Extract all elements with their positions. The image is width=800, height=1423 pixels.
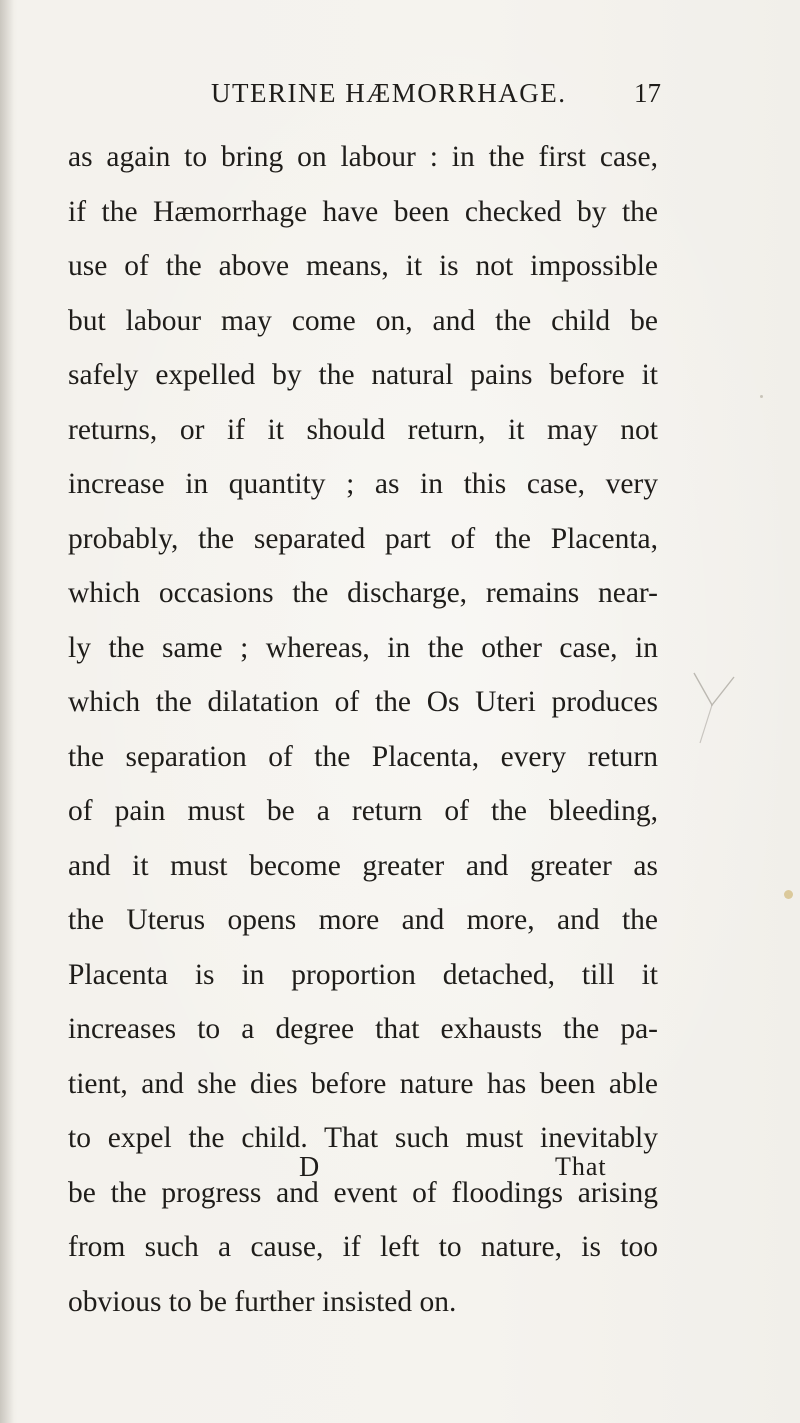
page-number: 17 bbox=[634, 78, 661, 108]
text-line: increases to a degree that exhausts the pa- bbox=[68, 1013, 658, 1045]
text-line: the separation of the Placenta, every return bbox=[68, 740, 658, 773]
margin-pencil-mark bbox=[690, 665, 740, 755]
running-head-title: UTERINE HÆMORRHAGE. bbox=[211, 78, 567, 108]
text-line: probably, the separated part of the Placenta, bbox=[68, 522, 658, 555]
paper-speck bbox=[760, 395, 763, 398]
text-line: obvious to be further insisted on. bbox=[68, 1285, 457, 1318]
text-line: be the progress and event of floodings arising bbox=[68, 1176, 658, 1209]
text-line: to expel the child. That such must inevitably bbox=[68, 1122, 658, 1154]
text-line: Placenta is in proportion detached, till it bbox=[68, 958, 658, 991]
text-line: use of the above means, it is not impossible bbox=[68, 250, 658, 282]
text-line: of pain must be a return of the bleeding, bbox=[68, 795, 658, 827]
gutter-shadow bbox=[0, 0, 14, 1423]
text-line: as again to bring on labour : in the first case, bbox=[68, 141, 658, 173]
paper-speck bbox=[784, 890, 793, 899]
text-line: if the Hæmorrhage have been checked by the bbox=[68, 195, 658, 228]
text-line: safely expelled by the natural pains before it bbox=[68, 359, 658, 391]
text-line: ly the same ; whereas, in the other case, in bbox=[68, 631, 658, 664]
text-line: the Uterus opens more and more, and the bbox=[68, 904, 658, 936]
text-line: which the dilatation of the Os Uteri produces bbox=[68, 686, 658, 718]
text-line: which occasions the discharge, remains near- bbox=[68, 577, 658, 609]
text-line: returns, or if it should return, it may not bbox=[68, 413, 658, 446]
text-line: from such a cause, if left to nature, is too bbox=[68, 1231, 658, 1263]
text-line: tient, and she dies before nature has been able bbox=[68, 1067, 658, 1100]
text-line: increase in quantity ; as in this case, very bbox=[68, 468, 658, 500]
footer-row bbox=[0, 1152, 800, 1192]
signature-mark: D bbox=[299, 1152, 320, 1183]
text-line: and it must become greater and greater as bbox=[68, 849, 658, 882]
running-head bbox=[0, 78, 800, 118]
text-line: but labour may come on, and the child be bbox=[68, 304, 658, 337]
body-text bbox=[68, 130, 658, 1329]
catchword: That bbox=[555, 1152, 607, 1181]
